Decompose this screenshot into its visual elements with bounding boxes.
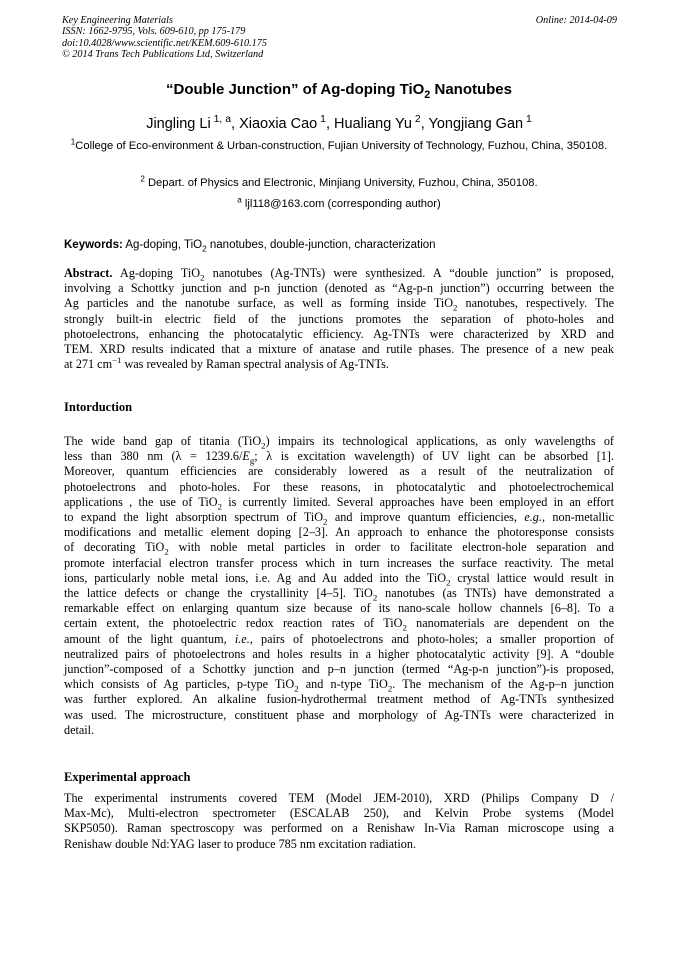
online-date: Online: 2014-04-09 — [535, 15, 617, 26]
subscript: 2 — [402, 622, 407, 633]
text-run: Ag particles and the nanotube surface, as well as forming inside TiO — [64, 296, 454, 311]
affiliation-text: College of Eco-environment & Urban-construction, Fujian University of Technology, Fuzhou, China, 350108. — [75, 140, 608, 152]
text-run: crystal lattice would result in — [450, 570, 614, 585]
text-run: nanomaterials are dependent on the — [406, 616, 614, 631]
author-separator: , — [420, 116, 429, 132]
text-run: ions, particularly noble metal ions, i.e. Ag and Au added into the TiO — [64, 570, 447, 585]
affiliation-mark: 1 — [70, 137, 76, 147]
intro-line: detail. — [64, 722, 95, 737]
experimental-line: Max-Mc), Multi-electron spectrometer (ESCALAB 250), and Kelvin Probe systems (Model — [64, 806, 614, 821]
abstract-label: Abstract. — [64, 266, 113, 280]
text-run: with noble metal particles in order to facilitate electron-hole separation and — [168, 540, 614, 555]
subscript: g — [249, 455, 255, 466]
section-heading-experimental: Experimental approach — [64, 770, 191, 784]
intro-line: photoelectrons and photo-holes. For these reasons, in photocatalytic and photoelectrochemical — [64, 479, 614, 494]
intro-line — [64, 586, 614, 601]
author-name: Yongjiang Gan — [428, 116, 524, 132]
text-run: applications , the use of TiO — [64, 494, 218, 509]
abstract-line — [64, 357, 614, 372]
issn-line: ISSN: 1662-9795, Vols. 609-610, pp 175-179 — [62, 26, 246, 38]
text-run: the lattice defects or change the crystallinity [4–5]. TiO — [64, 586, 373, 601]
author-affiliation-mark: 2 — [411, 114, 421, 126]
text-run: certain extent, the photoelectric redox reaction rates of TiO — [64, 616, 403, 631]
text-run: ; λ is excitation wavelength) of UV light can be absorbed [1]. — [254, 449, 614, 464]
subscript: 2 — [446, 577, 451, 588]
author-affiliation-mark: 1 — [523, 114, 532, 126]
text-run: nanotubes, respectively. The — [457, 296, 614, 311]
intro-line: remarkable effect on enlarging quantum size because of its nano-scale hollow channels [6–8]. To a — [64, 601, 614, 616]
intro-line: was further explored. An alkaline fusion-hydrothermal treatment method of Ag-TNTs synthesized — [64, 692, 614, 707]
paper-title — [0, 81, 678, 99]
introduction-body — [64, 434, 614, 738]
text-run: nanotubes (as TNTs) have demonstrated a — [377, 586, 614, 601]
subscript: 2 — [323, 516, 328, 527]
text-run: to expand the light absorption spectrum of TiO — [64, 510, 324, 525]
subscript: 2 — [387, 683, 393, 694]
subscript: 2 — [200, 272, 205, 283]
author-affiliation-mark: 1, a — [210, 114, 231, 126]
italic-run: i.e. — [234, 631, 250, 646]
author-separator: , — [231, 116, 240, 132]
experimental-line: The experimental instruments covered TEM (Model JEM-2010), XRD (Philips Company D / — [64, 791, 614, 805]
keywords — [64, 238, 616, 253]
text-run: is currently limited. Several approaches have been employed in an effort — [222, 494, 615, 509]
affiliation-text: Depart. of Physics and Electronic, Minjiang University, Fuzhou, China, 350108. — [144, 177, 538, 189]
intro-line — [64, 616, 614, 631]
text-run: at 271 cm — [64, 357, 113, 372]
text-run: The wide band gap of titania (TiO — [64, 434, 262, 448]
subscript: 2 — [453, 302, 458, 313]
keywords-text: Ag-doping, TiO — [122, 239, 203, 251]
abstract — [64, 266, 614, 372]
intro-line — [64, 495, 614, 510]
experimental-line: SKP5050). Raman spectroscopy was performed on a Renishaw In-Via Raman microscope using a — [64, 821, 614, 836]
abstract-line: TEM. XRD results indicated that a mixture of anatase and rutile phases. The presence of a new peak — [64, 342, 614, 357]
author-name: Hualiang Yu — [334, 116, 412, 132]
keywords-label: Keywords: — [64, 239, 123, 251]
subscript: 2 — [217, 501, 222, 512]
text-run: . The mechanism of the Ag-p–n junction — [392, 677, 615, 692]
abstract-line: involving a Schottky junction and p-n junction (denoted as “Ag-p-n junction”) occurring between the — [64, 281, 614, 296]
affiliation-mark: a — [237, 195, 242, 205]
experimental-body — [64, 791, 614, 852]
affiliation-mark: 2 — [140, 174, 145, 184]
superscript: −1 — [112, 355, 122, 366]
abstract-line: photoelectrons, enhancing the photocatalytic efficiency. Ag-TNTs were characterized by XRD and — [64, 326, 614, 341]
intro-line — [64, 510, 614, 525]
copyright-line: © 2014 Trans Tech Publications Ltd, Switzerland — [62, 48, 264, 60]
experimental-line: Renishaw double Nd:YAG laser to produce 785 nm excitation radiation. — [64, 836, 417, 851]
journal-header — [62, 15, 617, 60]
email-text: ljl118@163.com (corresponding author) — [241, 198, 441, 210]
subscript: 2 — [261, 440, 266, 451]
section-heading-introduction: Intorduction — [64, 400, 133, 414]
author-affiliation-mark: 1 — [317, 114, 326, 126]
title-text-end: Nanotubes — [430, 81, 512, 98]
author-separator: , — [325, 116, 335, 132]
subscript: 2 — [294, 683, 299, 694]
abstract-line — [64, 266, 614, 281]
subscript: 2 — [164, 546, 169, 557]
intro-line: neutralized pairs of photoelectrons and holes results in a higher photocatalytic activity [9]. A “double — [64, 646, 614, 661]
text-run: , pairs of photoelectrons and photo-holes; a smaller proportion of — [249, 631, 614, 646]
affiliation-1 — [63, 139, 615, 155]
text-run: which consists of Ag particles, p-type TiO — [64, 677, 295, 692]
intro-line: Moreover, quantum efficiencies are considerably lowered as a result of the neutralization of — [64, 464, 614, 479]
text-run: , non-metallic — [541, 510, 615, 525]
keywords-subscript: 2 — [202, 244, 207, 254]
intro-line: was used. The microstructure, constituent phase and morphology of Ag-TNTs were characterized in — [64, 707, 614, 722]
intro-line — [64, 677, 614, 692]
italic-run: e.g. — [524, 510, 542, 525]
text-run: Ag-doping TiO — [112, 266, 201, 280]
intro-line: junction”-composed of a Schottky junction and p–n junction (termed “Ag-p-n junction”)-is proposed, — [64, 662, 614, 677]
title-text: “Double Junction” of Ag-doping TiO — [166, 81, 425, 98]
text-run: less than 380 nm (λ = 1239.6/ — [64, 449, 243, 464]
keywords-text-end: nanotubes, double-junction, characterization — [206, 239, 436, 251]
text-run: nanotubes (Ag-TNTs) were synthesized. A “double junction” is proposed, — [204, 266, 614, 280]
text-run: amount of the light quantum, — [64, 631, 235, 646]
author-list — [0, 115, 678, 133]
intro-line: promote interfacial electron transfer process which in turn increases the surface reactivity. The metal — [64, 555, 614, 570]
intro-line: modifications and metallic element doping [2–3]. An approach to enhance the photoresponse consists — [64, 525, 614, 540]
text-run: and improve quantum efficiencies, — [327, 510, 525, 525]
doi-line: doi:10.4028/www.scientific.net/KEM.609-610.175 — [62, 37, 267, 49]
text-run: was revealed by Raman spectral analysis of Ag-TNTs. — [121, 357, 389, 372]
intro-line — [64, 434, 614, 449]
intro-line — [64, 449, 614, 464]
text-run: of decorating TiO — [64, 540, 165, 555]
text-run: ) impairs its technological applications, as only wavelengths of — [265, 434, 614, 448]
author-name: Xiaoxia Cao — [239, 116, 318, 132]
intro-line — [64, 632, 614, 647]
text-run: and n-type TiO — [298, 677, 388, 692]
affiliation-2 — [63, 176, 615, 192]
corresponding-email — [63, 197, 615, 213]
abstract-line: strongly built-in electric field of the junctions promotes the separation of photo-holes and — [64, 311, 614, 326]
title-subscript: 2 — [424, 89, 431, 101]
subscript: 2 — [372, 592, 378, 603]
italic-run: E — [242, 449, 250, 464]
author-name: Jingling Li — [146, 116, 211, 132]
abstract-line — [64, 296, 614, 311]
intro-line — [64, 571, 614, 586]
journal-name: Key Engineering Materials — [62, 15, 173, 26]
intro-line — [64, 540, 614, 555]
